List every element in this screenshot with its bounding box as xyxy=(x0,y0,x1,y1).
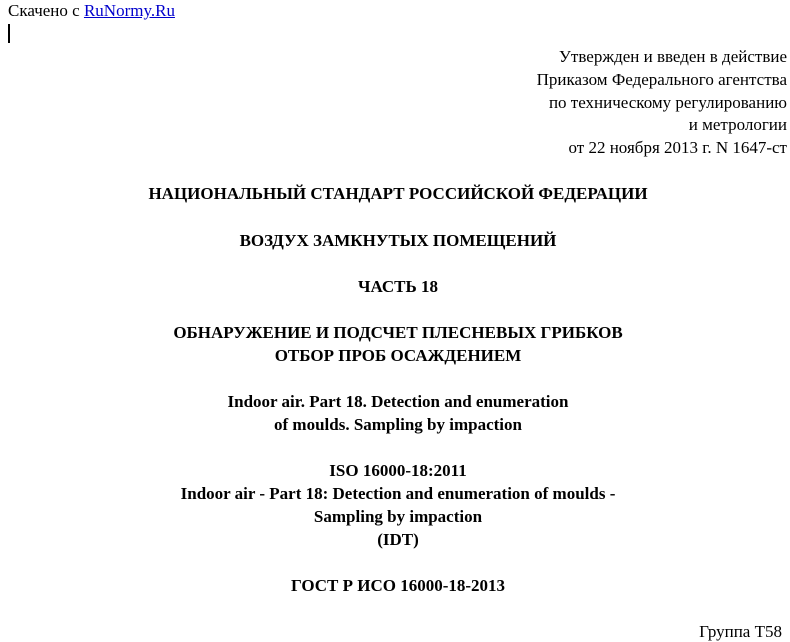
source-prefix: Скачено с xyxy=(8,1,84,20)
approval-line: Утвержден и введен в действие xyxy=(558,47,787,66)
source-link[interactable]: RuNormy.Ru xyxy=(83,1,175,20)
approval-line: по техническому регулированию xyxy=(548,92,787,112)
title-main: ВОЗДУХ ЗАМКНУТЫХ ПОМЕЩЕНИЙ xyxy=(239,231,557,250)
text-cursor xyxy=(8,24,10,43)
iso-line: Sampling by impaction xyxy=(313,507,483,526)
standard-heading: НАЦИОНАЛЬНЫЙ СТАНДАРТ РОССИЙСКОЙ ФЕДЕРАЦИИ xyxy=(148,184,648,203)
subtitle-line: ОТБОР ПРОБ ОСАЖДЕНИЕМ xyxy=(274,346,522,365)
group-code: Группа Т58 xyxy=(699,622,782,641)
english-title-block xyxy=(0,390,790,436)
subtitle-block xyxy=(0,321,790,367)
iso-line: (IDT) xyxy=(377,530,419,549)
part-label: ЧАСТЬ 18 xyxy=(357,277,438,296)
iso-line: Indoor air - Part 18: Detection and enumeration of moulds - xyxy=(180,484,616,503)
approval-block xyxy=(537,46,787,160)
iso-line: ISO 16000-18:2011 xyxy=(329,461,467,480)
english-title-line: Indoor air. Part 18. Detection and enumeration xyxy=(227,392,569,411)
gost-code: ГОСТ Р ИСО 16000-18-2013 xyxy=(290,576,506,595)
english-title-line: of moulds. Sampling by impaction xyxy=(274,415,522,434)
source-line xyxy=(8,1,175,21)
approval-line: Приказом Федерального агентства xyxy=(536,69,787,89)
approval-line: и метрологии xyxy=(688,115,787,135)
iso-block xyxy=(0,459,790,551)
approval-line: от 22 ноября 2013 г. N 1647-ст xyxy=(568,138,787,158)
subtitle-line: ОБНАРУЖЕНИЕ И ПОДСЧЕТ ПЛЕСНЕВЫХ ГРИБКОВ xyxy=(173,323,623,342)
